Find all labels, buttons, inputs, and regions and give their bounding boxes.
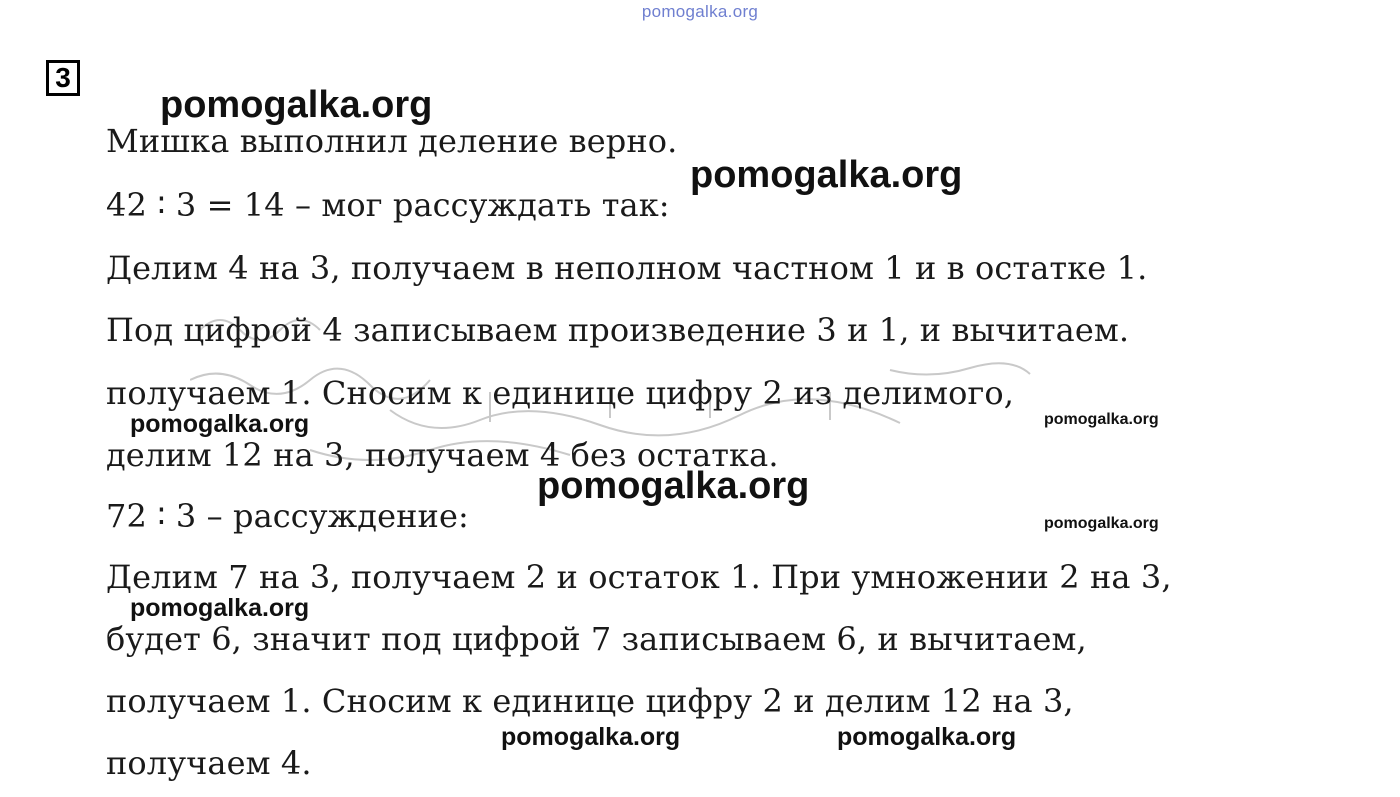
text-line-11: получаем 4. [106,744,312,782]
text-line-2: 42 ∶ 3 = 14 – мог рассуждать так: [106,186,670,224]
watermark: pomogalka.org [1044,411,1159,428]
watermark: pomogalka.org [130,410,310,438]
text-line-7: 72 ∶ 3 – рассуждение: [106,497,469,535]
text-line-6: делим 12 на 3, получаем 4 без остатка. [106,436,779,474]
task-number-box: 3 [46,60,80,96]
watermark: pomogalka.org [1044,515,1159,532]
watermark: pomogalka.org [501,723,681,751]
watermark: pomogalka.org [690,154,963,196]
text-line-1: Мишка выполнил деление верно. [106,122,678,160]
watermark: pomogalka.org [837,723,1017,751]
watermark: pomogalka.org [130,594,310,622]
text-line-9: будет 6, значит под цифрой 7 записываем 6, и вычитаем, [106,620,1087,658]
text-line-4: Под цифрой 4 записываем произведение 3 и 1, и вычитаем. [106,311,1130,349]
text-line-8: Делим 7 на 3, получаем 2 и остаток 1. При умножении 2 на 3, [106,558,1172,596]
watermark: pomogalka.org [537,465,810,507]
text-line-3: Делим 4 на 3, получаем в неполном частном 1 и в остатке 1. [106,249,1148,287]
watermark: pomogalka.org [160,84,433,126]
text-line-5: получаем 1. Сносим к единице цифру 2 из делимого, [106,374,1015,412]
site-mark: pomogalka.org [641,2,759,21]
text-line-10: получаем 1. Сносим к единице цифру 2 и делим 12 на 3, [106,682,1074,720]
